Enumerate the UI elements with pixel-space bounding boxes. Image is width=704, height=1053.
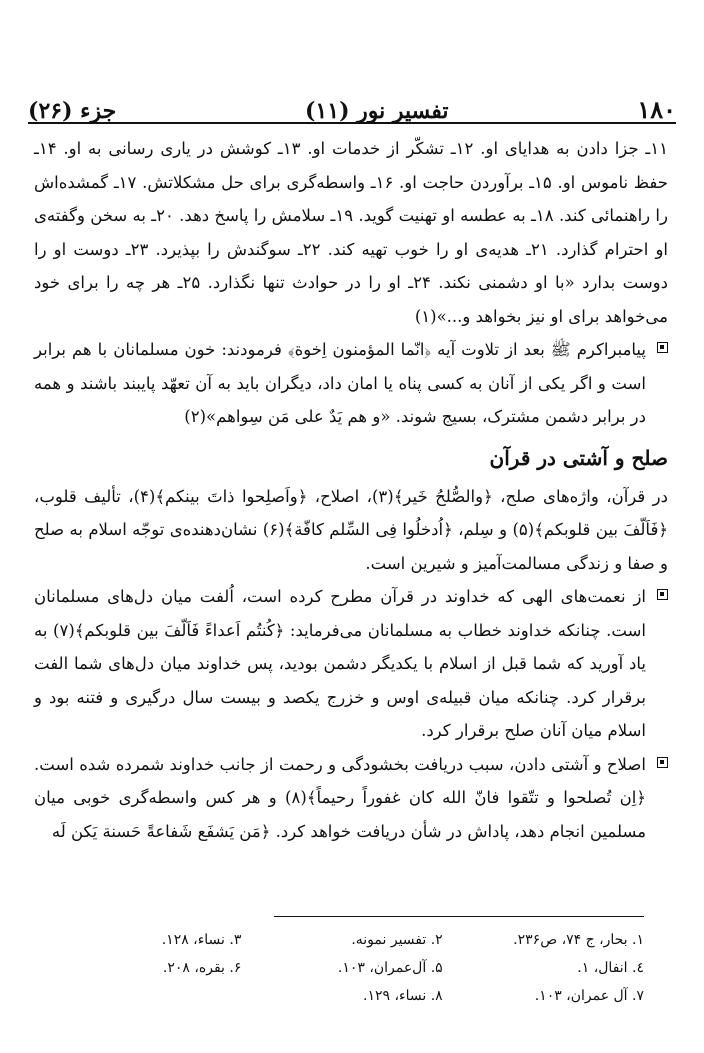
square-bullet-icon	[657, 342, 668, 353]
footnote-6: ۶. بقره، ۲۰۸.	[162, 960, 242, 976]
paragraph-text: پیامبراکرم ﷺ بعد از تلاوت آیه ﴿انّما المؤمنون اِخوة﴾ فرمودند: خون مسلمانان با هم برابر است و اگر یکی از آنان به کسی پناه یا امان داد، دیگران باید به آن تعهّد پایبند باشند و همه در برابر دشمن مشترک، بسیج شوند. «و هم یَدٌ علی مَن سِواهم»(۲)	[34, 340, 646, 426]
footnote-empty	[40, 982, 241, 1010]
footnote-2: ۲. تفسیر نمونه.	[351, 932, 443, 948]
footnote-row	[40, 954, 644, 982]
footnote-row	[40, 926, 644, 954]
footnote-divider	[274, 916, 644, 917]
square-bullet-icon	[657, 589, 668, 600]
bullet-paragraph	[34, 333, 668, 434]
bullet-paragraph	[34, 748, 668, 849]
footnote-4: ٤. انفال، ۱.	[577, 960, 644, 976]
body-text	[34, 132, 668, 848]
footnote-row	[40, 982, 644, 1010]
paragraph-quran-words: در قرآن، واژه‌های صلح، ﴿والصُّلحُ خَیر﴾(۳)، اصلاح، ﴿واَصلِحوا ذاتَ بینکم﴾(۴)، تألیف قلوب، ﴿فَاَلّفَ بین قلوبکم﴾(۵) و سِلم، ﴿اُدخلُوا فِی السِّلم کافّة﴾(۶) نشان‌دهنده‌ی توجّه اسلام به صلح و صفا و زندگی مسالمت‌آمیز و شیرین است.	[34, 486, 669, 573]
paragraph-text: اصلاح و آشتی دادن، سبب دریافت بخشودگی و رحمت از جانب خداوند شمرده شده است. ﴿اِن تُصلحوا و تتّقوا فانّ الله کان غفوراً رحیماً﴾(۸) و هر کس واسطه‌گری خوبی میان مسلمین انجام دهد، پاداش در شأن دریافت خواهد کرد. ﴿مَن یَشفَع شَفاعةً حَسنة یَکن لَه	[34, 754, 646, 841]
footnote-7: ۷. آل عمران، ۱۰۳.	[534, 988, 644, 1004]
section-heading: صلح و آشتی در قرآن	[489, 445, 668, 470]
header-divider	[28, 122, 676, 124]
part-label: جزء (۲۶)	[28, 98, 117, 124]
book-title: تفسیر نور (۱۱)	[305, 98, 449, 124]
footnote-8: ۸. نساء، ۱۲۹.	[363, 988, 443, 1004]
footnote-1: ۱. بحار، ج ۷۴، ص۲۳۶.	[513, 932, 644, 948]
running-header	[28, 88, 676, 122]
page-number: ۱۸۰	[637, 95, 676, 124]
paragraph-rights-list: ۱۱ـ جزا دادن به هدایای او. ۱۲ـ تشکّر از خدمات او. ۱۳ـ کوشش در یاری رسانی به او. ۱۴ـ حفظ ناموس او. ۱۵ـ برآوردن حاجت او. ۱۶ـ واسطه‌گری برای حل مشکلاتش. ۱۷ـ گمشده‌اش را راهنمائی کند. ۱۸ـ به عطسه او تهنیت گوید. ۱۹ـ سلامش را پاسخ دهد. ۲۰ـ به سخن وگفته‌ی او احترام گذارد. ۲۱ـ هدیه‌ی او را خوب تهیه کند. ۲۲ـ سوگندش را بپذیرد. ۲۳ـ دوست او را دوست بدارد «با او دشمنی نکند. ۲۴ـ او را در حوادث تنها نگذارد. ۲۵ـ هر چه را برای خود می‌خواهد برای او نیز بخواهد و...»(۱)	[34, 139, 668, 326]
footnote-5: ۵. آل‌عمران، ۱۰۳.	[337, 960, 443, 976]
footnote-3: ۳. نساء، ۱۲۸.	[161, 932, 242, 948]
square-bullet-icon	[657, 757, 668, 768]
bullet-paragraph	[34, 580, 668, 748]
footnotes	[40, 926, 644, 1010]
paragraph-text: از نعمت‌های الهی که خداوند در قرآن مطرح کرده است، اُلفت میان دل‌های مسلمانان است. چنانکه خداوند خطاب به مسلمانان می‌فرماید: ﴿کُنتُم اَعداءً فَاَلّفَ بین قلوبکم﴾(۷) به یاد آورید که شما قبل از اسلام با یکدیگر دشمن بودید، پس خداوند میان دل‌های شما الفت برقرار کرد. چنانکه میان قبیله‌ی اوس و خزرج یکصد و بیست سال درگیری و فتنه بود و اسلام میان آنان صلح برقرار کرد.	[34, 587, 646, 740]
